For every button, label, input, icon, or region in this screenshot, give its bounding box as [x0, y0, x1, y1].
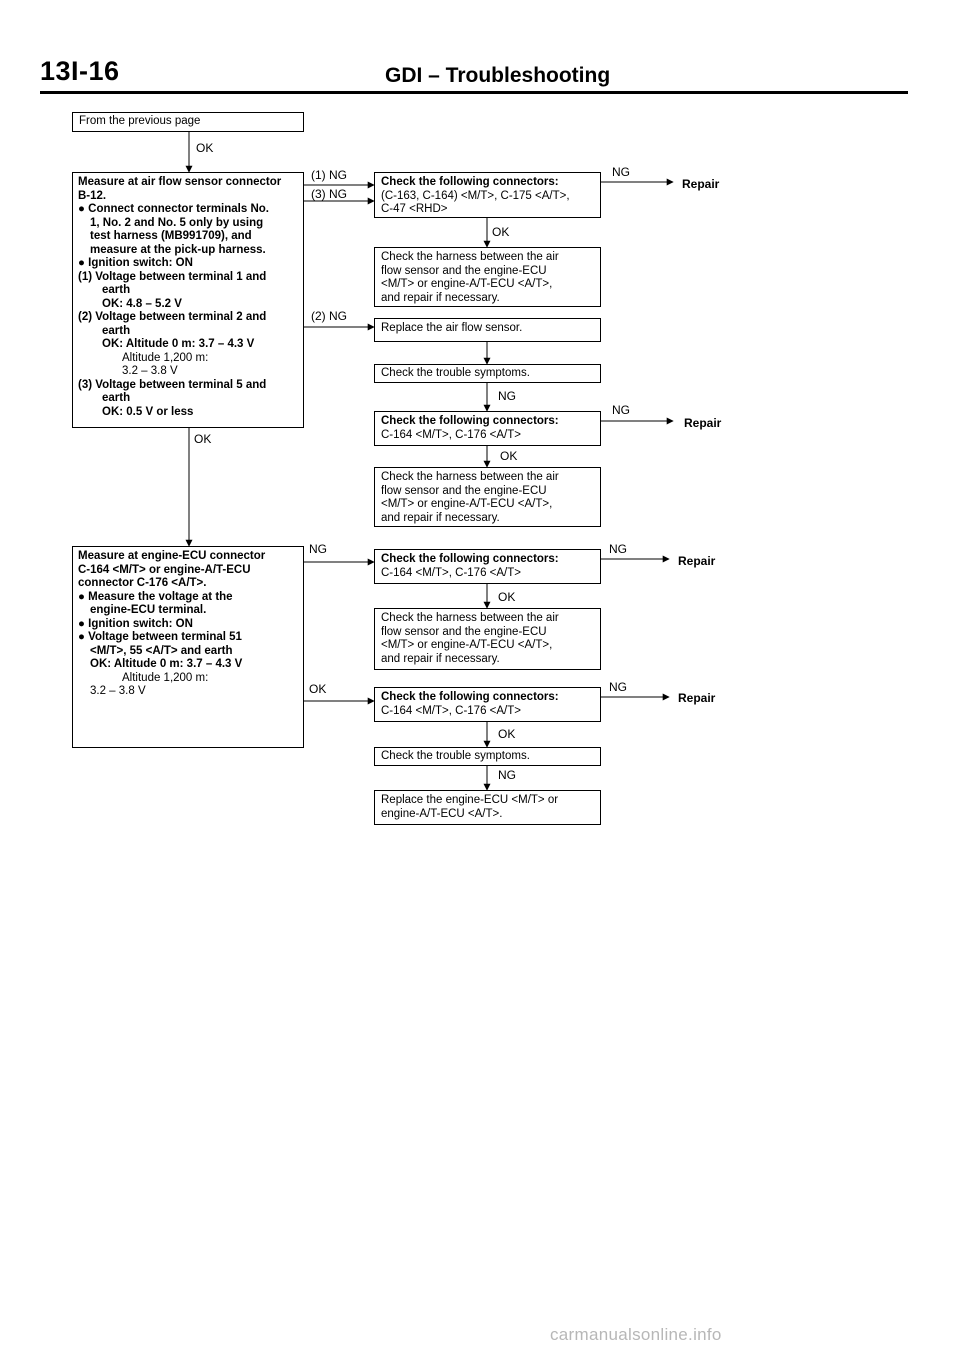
step1-line: (1) Voltage between terminal 1 and — [78, 270, 267, 283]
ok-label: OK — [492, 225, 510, 239]
step2-line: ● Measure the voltage at the — [78, 590, 233, 603]
box-line: and repair if necessary. — [381, 511, 500, 524]
step2-line: engine-ECU terminal. — [90, 604, 207, 616]
step2-line: 3.2 – 3.8 V — [90, 685, 146, 697]
step1-line: 1, No. 2 and No. 5 only by using — [90, 216, 264, 229]
repair-label: Repair — [678, 554, 716, 568]
box-line: <M/T> or engine-A/T-ECU <A/T>, — [381, 498, 553, 510]
box-line: Replace the engine-ECU <M/T> or — [381, 794, 559, 806]
check-connectors-box-3 — [374, 549, 601, 584]
box-line: C-47 <RHD> — [381, 203, 448, 215]
page-title: GDI – Troubleshooting — [385, 64, 611, 87]
step1-line: OK: 0.5 V or less — [102, 405, 194, 418]
ok-label: OK — [498, 727, 516, 741]
ok-label: OK — [196, 141, 214, 155]
box-line: Check the harness between the air — [381, 612, 559, 624]
ok-label: OK — [309, 682, 327, 696]
step2-line: ● Voltage between terminal 51 — [78, 631, 242, 643]
box-line: (C-163, C-164) <M/T>, C-175 <A/T>, — [381, 189, 570, 202]
step1-line: (3) Voltage between terminal 5 and — [78, 378, 267, 391]
check-connectors-box-2 — [374, 411, 601, 446]
ng-label: NG — [498, 389, 516, 403]
box-line: and repair if necessary. — [381, 652, 500, 665]
box-line: Check the trouble symptoms. — [381, 367, 530, 379]
box-line: Replace the air flow sensor. — [381, 322, 523, 334]
step1-line: OK: 4.8 – 5.2 V — [102, 297, 182, 310]
box-line: Check the trouble symptoms. — [381, 750, 530, 762]
repair-label: Repair — [678, 691, 716, 705]
repair-label: Repair — [684, 416, 722, 430]
box-line: engine-A/T-ECU <A/T>. — [381, 807, 503, 820]
box-line: Check the harness between the air — [381, 471, 559, 483]
step2-line: <M/T>, 55 <A/T> and earth — [90, 644, 233, 657]
box-line: <M/T> or engine-A/T-ECU <A/T>, — [381, 639, 553, 651]
check-connectors-box-4 — [374, 687, 601, 722]
replace-engine-ecu-box — [374, 790, 601, 825]
check-harness-box-3 — [374, 608, 601, 670]
box-line: C-164 <M/T>, C-176 <A/T> — [381, 704, 521, 717]
ng-label: NG — [609, 542, 627, 556]
box-line: C-164 <M/T>, C-176 <A/T> — [381, 428, 521, 441]
step1-line: earth — [102, 284, 131, 296]
step1-line: measure at the pick-up harness. — [90, 243, 266, 256]
check-harness-box-1 — [374, 247, 601, 307]
step1-line: test harness (MB991709), and — [90, 230, 252, 242]
check-connectors-box-1 — [374, 172, 601, 218]
ng-label: NG — [498, 768, 516, 782]
box-line: Check the following connectors: — [381, 415, 559, 427]
step1-line: Measure at air flow sensor connector — [78, 176, 282, 188]
step2-line: OK: Altitude 0 m: 3.7 – 4.3 V — [90, 658, 243, 670]
check-trouble-symptoms-box-1 — [374, 364, 601, 383]
ng-label: NG — [309, 542, 327, 556]
site-watermark: carmanualsonline.info — [550, 1325, 722, 1344]
ng-label: NG — [612, 403, 630, 417]
step2-line: C-164 <M/T> or engine-A/T-ECU — [78, 563, 251, 576]
check-harness-box-2 — [374, 467, 601, 527]
check-trouble-symptoms-box-2 — [374, 747, 601, 766]
ng-2-label: (2) NG — [311, 309, 347, 323]
step1-line: earth — [102, 392, 131, 404]
from-previous-page-text: From the previous page — [79, 115, 201, 127]
step1-line: B-12. — [78, 189, 107, 202]
box-line: Check the following connectors: — [381, 691, 559, 703]
repair-label: Repair — [682, 177, 720, 191]
air-flow-sensor-measure-box — [72, 172, 304, 428]
step1-line: earth — [102, 324, 131, 337]
step1-line: ● Ignition switch: ON — [78, 257, 193, 269]
replace-air-flow-sensor-box — [374, 318, 601, 342]
box-line: and repair if necessary. — [381, 291, 500, 304]
box-line: flow sensor and the engine-ECU — [381, 264, 547, 277]
box-line: Check the harness between the air — [381, 251, 559, 263]
ok-label: OK — [498, 590, 516, 604]
ng-label: NG — [612, 165, 630, 179]
box-line: C-164 <M/T>, C-176 <A/T> — [381, 566, 521, 579]
ng-3-label: (3) NG — [311, 187, 347, 201]
step1-line: Altitude 1,200 m: — [122, 351, 209, 364]
box-line: Check the following connectors: — [381, 553, 559, 565]
step2-line: connector C-176 <A/T>. — [78, 577, 207, 589]
box-line: Check the following connectors: — [381, 176, 559, 188]
ng-1-label: (1) NG — [311, 168, 347, 182]
step2-line: Measure at engine-ECU connector — [78, 550, 266, 562]
ok-label: OK — [500, 449, 518, 463]
step1-line: 3.2 – 3.8 V — [122, 365, 178, 377]
ok-label: OK — [194, 432, 212, 446]
from-previous-page-box — [72, 112, 304, 132]
ng-label: NG — [609, 680, 627, 694]
step2-line: ● Ignition switch: ON — [78, 617, 193, 630]
step1-line: OK: Altitude 0 m: 3.7 – 4.3 V — [102, 338, 255, 350]
box-line: flow sensor and the engine-ECU — [381, 484, 547, 497]
step2-line: Altitude 1,200 m: — [122, 671, 209, 684]
page-number: 13I-16 — [40, 56, 120, 86]
step1-line: (2) Voltage between terminal 2 and — [78, 311, 267, 323]
box-line: flow sensor and the engine-ECU — [381, 625, 547, 638]
step1-line: ● Connect connector terminals No. — [78, 203, 269, 215]
box-line: <M/T> or engine-A/T-ECU <A/T>, — [381, 278, 553, 290]
engine-ecu-measure-box — [72, 546, 304, 748]
